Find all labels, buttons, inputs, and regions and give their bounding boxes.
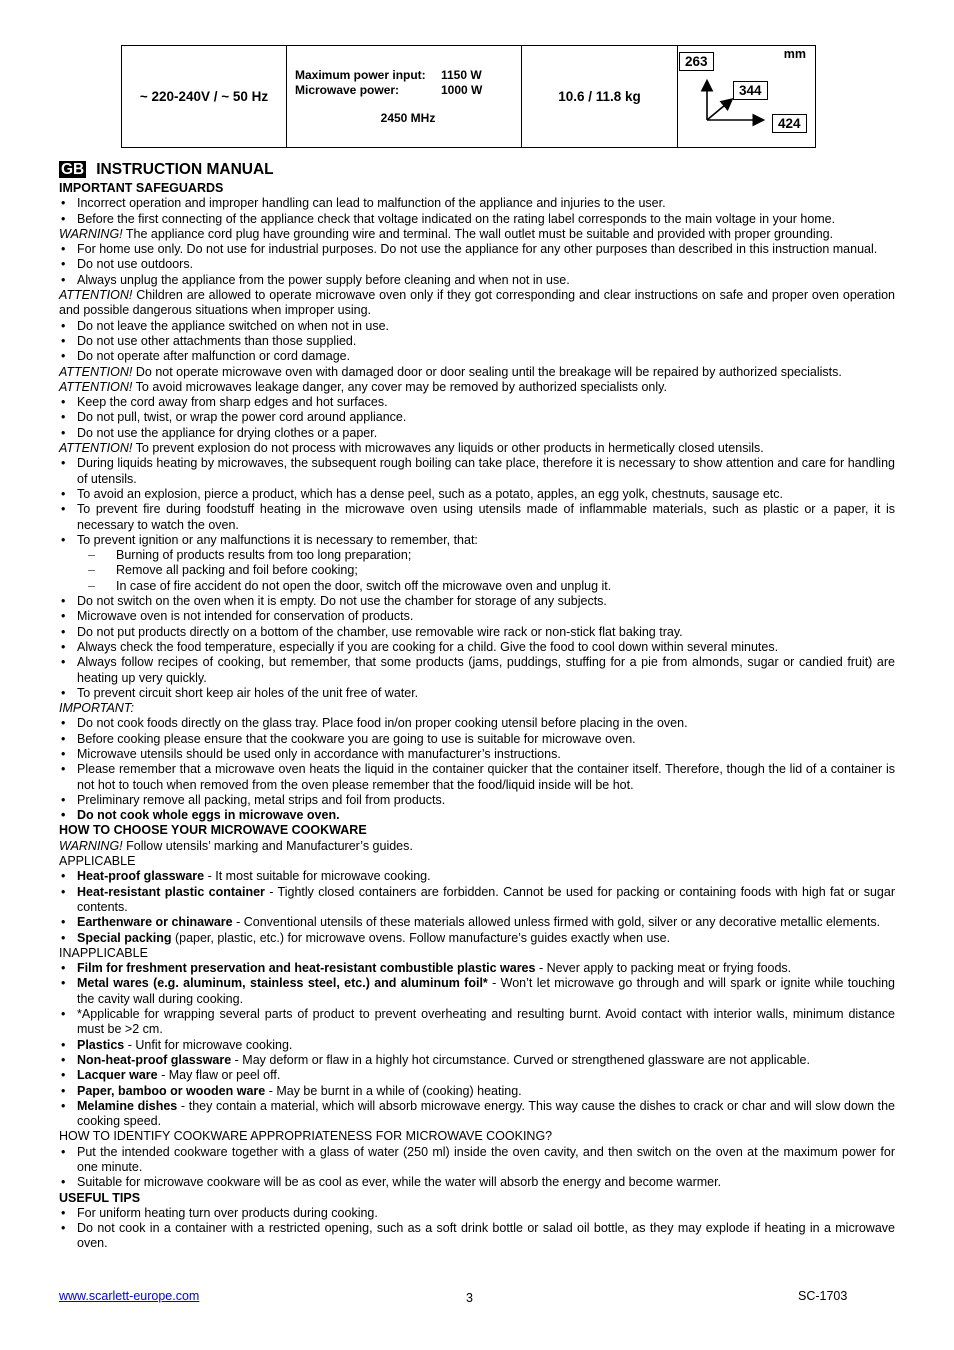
list-item: • Microwave oven is not intended for conservation of products. — [59, 609, 895, 624]
depth-dimension: 344 — [733, 81, 768, 100]
weight-cell — [522, 46, 678, 148]
weight-value: 10.6 / 11.8 kg — [558, 89, 641, 104]
list-item: • Do not operate after malfunction or cord damage. — [59, 349, 895, 364]
width-dimension: 424 — [772, 114, 807, 133]
attention-label: ATTENTION! — [59, 441, 133, 456]
section-subheading: HOW TO IDENTIFY COOKWARE APPROPRIATENESS FOR MICROWAVE COOKING? — [59, 1129, 553, 1144]
list-item — [59, 961, 895, 976]
item-term: Heat-proof glassware — [77, 869, 205, 884]
section-heading: HOW TO CHOOSE YOUR MICROWAVE COOKWARE — [59, 823, 367, 838]
attention-label: ATTENTION! — [59, 288, 133, 303]
list-item: • Suitable for microwave cookware will be as cool as ever, while the water will absorb the energy and become warmer. — [59, 1175, 895, 1190]
list-item — [59, 915, 895, 930]
height-dimension: 263 — [679, 52, 714, 71]
list-item — [59, 1053, 895, 1068]
list-item: • Always unplug the appliance from the power supply before cleaning and when not in use. — [59, 273, 895, 288]
list-item — [59, 1084, 895, 1099]
attention-text: Children are allowed to operate microwave oven only if they got corresponding and clear instructions on safe and proper oven operation and possible dangerous situations when improper using. — [59, 288, 895, 318]
power-cell — [287, 46, 522, 148]
list-item — [59, 1038, 895, 1053]
warning-text: The appliance cord plug have grounding wire and terminal. The wall outlet must be suitable and provided with proper grounding. — [122, 226, 834, 241]
section-heading: USEFUL TIPS — [59, 1190, 141, 1205]
applicable-label: APPLICABLE — [59, 854, 136, 869]
list-item — [59, 1099, 895, 1130]
bullet-list — [59, 456, 895, 701]
inapplicable-list — [59, 961, 895, 1129]
list-item — [59, 976, 895, 1007]
sub-list-item: – In case of fire accident do not open the door, switch off the microwave oven and unplug it. — [59, 579, 895, 594]
list-item — [59, 931, 895, 946]
manual-content — [59, 181, 895, 1252]
list-item-bold: • Do not cook whole eggs in microwave oven. — [59, 808, 895, 823]
item-term: Melamine dishes — [77, 1098, 178, 1113]
item-term: Lacquer ware — [77, 1068, 158, 1083]
item-term: Metal wares (e.g. aluminum, stainless steel, etc.) and aluminum foil* — [77, 976, 488, 991]
bullet-list — [59, 196, 895, 227]
list-item: • Always check the food temperature, especially if you are cooking for a child. Give the food to cool down within several minutes. — [59, 640, 895, 655]
item-term: Special packing — [77, 930, 172, 945]
attention-label: ATTENTION! — [59, 364, 133, 379]
item-text: - Tightly closed containers are forbidden. Cannot be used for packing or containing foods with high fat or sugar contents. — [77, 884, 896, 914]
list-item: • To avoid an explosion, pierce a product, which has a dense peel, such as a potato, apples, an egg yolk, chestnuts, sausage etc. — [59, 487, 895, 502]
item-term: Plastics — [77, 1037, 125, 1052]
item-text: *Applicable for wrapping several parts of product to prevent overheating and resulting burnt. Avoid contact with interior walls, minimum distance must be >2 cm. — [77, 1007, 895, 1037]
bullet-list — [59, 242, 895, 288]
item-text: - May deform or flaw in a highly hot circumstance. Curved or strengthened glassware are not applicable. — [231, 1052, 810, 1067]
item-text: - Conventional utensils of these materials allowed unless firmed with gold, silver or any decorative metallic elements. — [232, 915, 881, 930]
list-item: • To prevent circuit short keep air holes of the unit free of water. — [59, 686, 895, 701]
item-term: Heat-resistant plastic container — [77, 884, 265, 899]
item-text: - It most suitable for microwave cooking. — [204, 869, 431, 884]
unit-label: mm — [783, 47, 806, 61]
item-term: Earthenware or chinaware — [77, 915, 233, 930]
bullet-list — [59, 1206, 895, 1252]
attention-label: ATTENTION! — [59, 379, 133, 394]
list-item: • Always follow recipes of cooking, but remember, that some products (jams, puddings, stuffing for a pie from almonds, sugar or candied fruit) are heating up very quickly. — [59, 655, 895, 686]
item-text: - May be burnt in a while of (cooking) heating. — [265, 1083, 522, 1098]
spec-table — [121, 45, 816, 148]
list-item: • Do not pull, twist, or wrap the power cord around appliance. — [59, 410, 895, 425]
list-item: • Before the first connecting of the appliance check that voltage indicated on the rating label corresponds to the main voltage in your home. — [59, 212, 895, 227]
list-item — [59, 1068, 895, 1083]
item-text: - Unfit for microwave cooking. — [124, 1037, 293, 1052]
list-item: • To prevent fire during foodstuff heating in the microwave oven using utensils made of inflammable materials, such as plastic or a paper, it is necessary to watch the oven. — [59, 502, 895, 533]
item-text: - Won’t let microwave go through and will spark or ignite while touching the cavity wall during cooking. — [77, 976, 896, 1006]
attention-text: To prevent explosion do not process with microwaves any liquids or other products in hermetically closed utensils. — [132, 441, 764, 456]
inapplicable-label: INAPPLICABLE — [59, 945, 148, 960]
list-item — [59, 869, 895, 884]
list-item: • Incorrect operation and improper handling can lead to malfunction of the appliance and injuries to the user. — [59, 196, 895, 211]
attention-note — [59, 288, 895, 319]
list-item: • Preliminary remove all packing, metal strips and foil from products. — [59, 793, 895, 808]
warning-note — [59, 227, 895, 242]
list-item: • Do not cook foods directly on the glass tray. Place food in/on proper cooking utensil before placing in the oven. — [59, 716, 895, 731]
list-item: • Do not use the appliance for drying clothes or a paper. — [59, 426, 895, 441]
microwave-power-label: Microwave power: — [295, 82, 400, 97]
manual-title — [59, 161, 274, 179]
important-label: IMPORTANT: — [59, 701, 134, 716]
item-term: Film for freshment preservation and heat-resistant combustible plastic wares — [77, 961, 536, 976]
attention-note — [59, 380, 895, 395]
list-item: • Put the intended cookware together with a glass of water (250 ml) inside the oven cavity, and then switch on the oven at the maximum power for one minute. — [59, 1145, 895, 1176]
list-item: • For home use only. Do not use for industrial purposes. Do not use the appliance for any other purposes than described in this instruction manual. — [59, 242, 895, 257]
item-text: - May flaw or peel off. — [157, 1068, 281, 1083]
warning-text: Follow utensils’ marking and Manufacturer’s guides. — [122, 838, 413, 853]
list-item — [59, 885, 895, 916]
language-badge: GB — [61, 161, 85, 178]
dimensions-cell — [678, 46, 816, 148]
warning-note — [59, 839, 895, 854]
title-text: INSTRUCTION MANUAL — [96, 161, 274, 178]
list-item: • Do not use other attachments than those supplied. — [59, 334, 895, 349]
bullet-list — [59, 1145, 895, 1191]
attention-text: Do not operate microwave oven with damaged door or door sealing until the breakage will be repaired by authorized specialists. — [132, 364, 842, 379]
model-number: SC-1703 — [798, 1289, 848, 1303]
frequency-value: 2450 MHz — [380, 110, 436, 125]
section-heading: IMPORTANT SAFEGUARDS — [59, 181, 224, 195]
list-item: • Do not switch on the oven when it is empty. Do not use the chamber for storage of any subjects. — [59, 594, 895, 609]
voltage-value: ~ 220-240V / ~ 50 Hz — [139, 89, 269, 104]
list-item: • Keep the cord away from sharp edges and hot surfaces. — [59, 395, 895, 410]
list-item: • Do not put products directly on a bottom of the chamber, use removable wire rack or non-stick flat baking tray. — [59, 625, 895, 640]
list-item: • To prevent ignition or any malfunctions it is necessary to remember, that: — [59, 533, 895, 548]
item-text: (paper, plastic, etc.) for microwave ovens. Follow manufacture’s guides exactly when use. — [171, 930, 671, 945]
attention-note — [59, 365, 895, 380]
page-number: 3 — [466, 1291, 473, 1305]
list-item: • Before cooking please ensure that the cookware you are going to use is suitable for microwave oven. — [59, 732, 895, 747]
sub-list-item: – Burning of products results from too long preparation; — [59, 548, 895, 563]
bullet-list — [59, 716, 895, 823]
warning-label: WARNING! — [59, 226, 123, 241]
website-link[interactable]: www.scarlett-europe.com — [59, 1289, 200, 1303]
item-term: Non-heat-proof glassware — [77, 1052, 232, 1067]
bullet-list — [59, 395, 895, 441]
list-item: • Do not leave the appliance switched on when not in use. — [59, 319, 895, 334]
list-item: • For uniform heating turn over products during cooking. — [59, 1206, 895, 1221]
sub-list-item: – Remove all packing and foil before cooking; — [59, 563, 895, 578]
list-item: • Do not use outdoors. — [59, 257, 895, 272]
applicable-list — [59, 869, 895, 945]
attention-text: To avoid microwaves leakage danger, any cover may be removed by authorized specialists only. — [132, 379, 667, 394]
item-text: - Never apply to packing meat or frying foods. — [535, 961, 792, 976]
list-item: • Microwave utensils should be used only in accordance with manufacturer’s instructions. — [59, 747, 895, 762]
voltage-cell — [122, 46, 287, 148]
item-text: - they contain a material, which will absorb microwave energy. This way cause the dishes to crack or char and will slow down the cooking speed. — [77, 1098, 895, 1129]
list-item: • During liquids heating by microwaves, the subsequent rough boiling can take place, therefore it is necessary to show attention and care for handling of utensils. — [59, 456, 895, 487]
max-power-value: 1150 W — [441, 67, 482, 82]
warning-label: WARNING! — [59, 838, 123, 853]
bullet-list — [59, 319, 895, 365]
max-power-label: Maximum power input: — [295, 67, 426, 82]
list-item: • Please remember that a microwave oven heats the liquid in the container quicker that the container itself. Therefore, though the lid of a container is not hot to touch when removed from the oven please remember that the food/liquid inside will be hot. — [59, 762, 895, 793]
list-item: • Do not cook in a container with a restricted opening, such as a soft drink bottle or salad oil bottle, as they may explode if heating in a microwave oven. — [59, 1221, 895, 1252]
item-term: Paper, bamboo or wooden ware — [77, 1083, 266, 1098]
list-item — [59, 1007, 895, 1038]
attention-note — [59, 441, 895, 456]
microwave-power-value: 1000 W — [441, 82, 483, 97]
